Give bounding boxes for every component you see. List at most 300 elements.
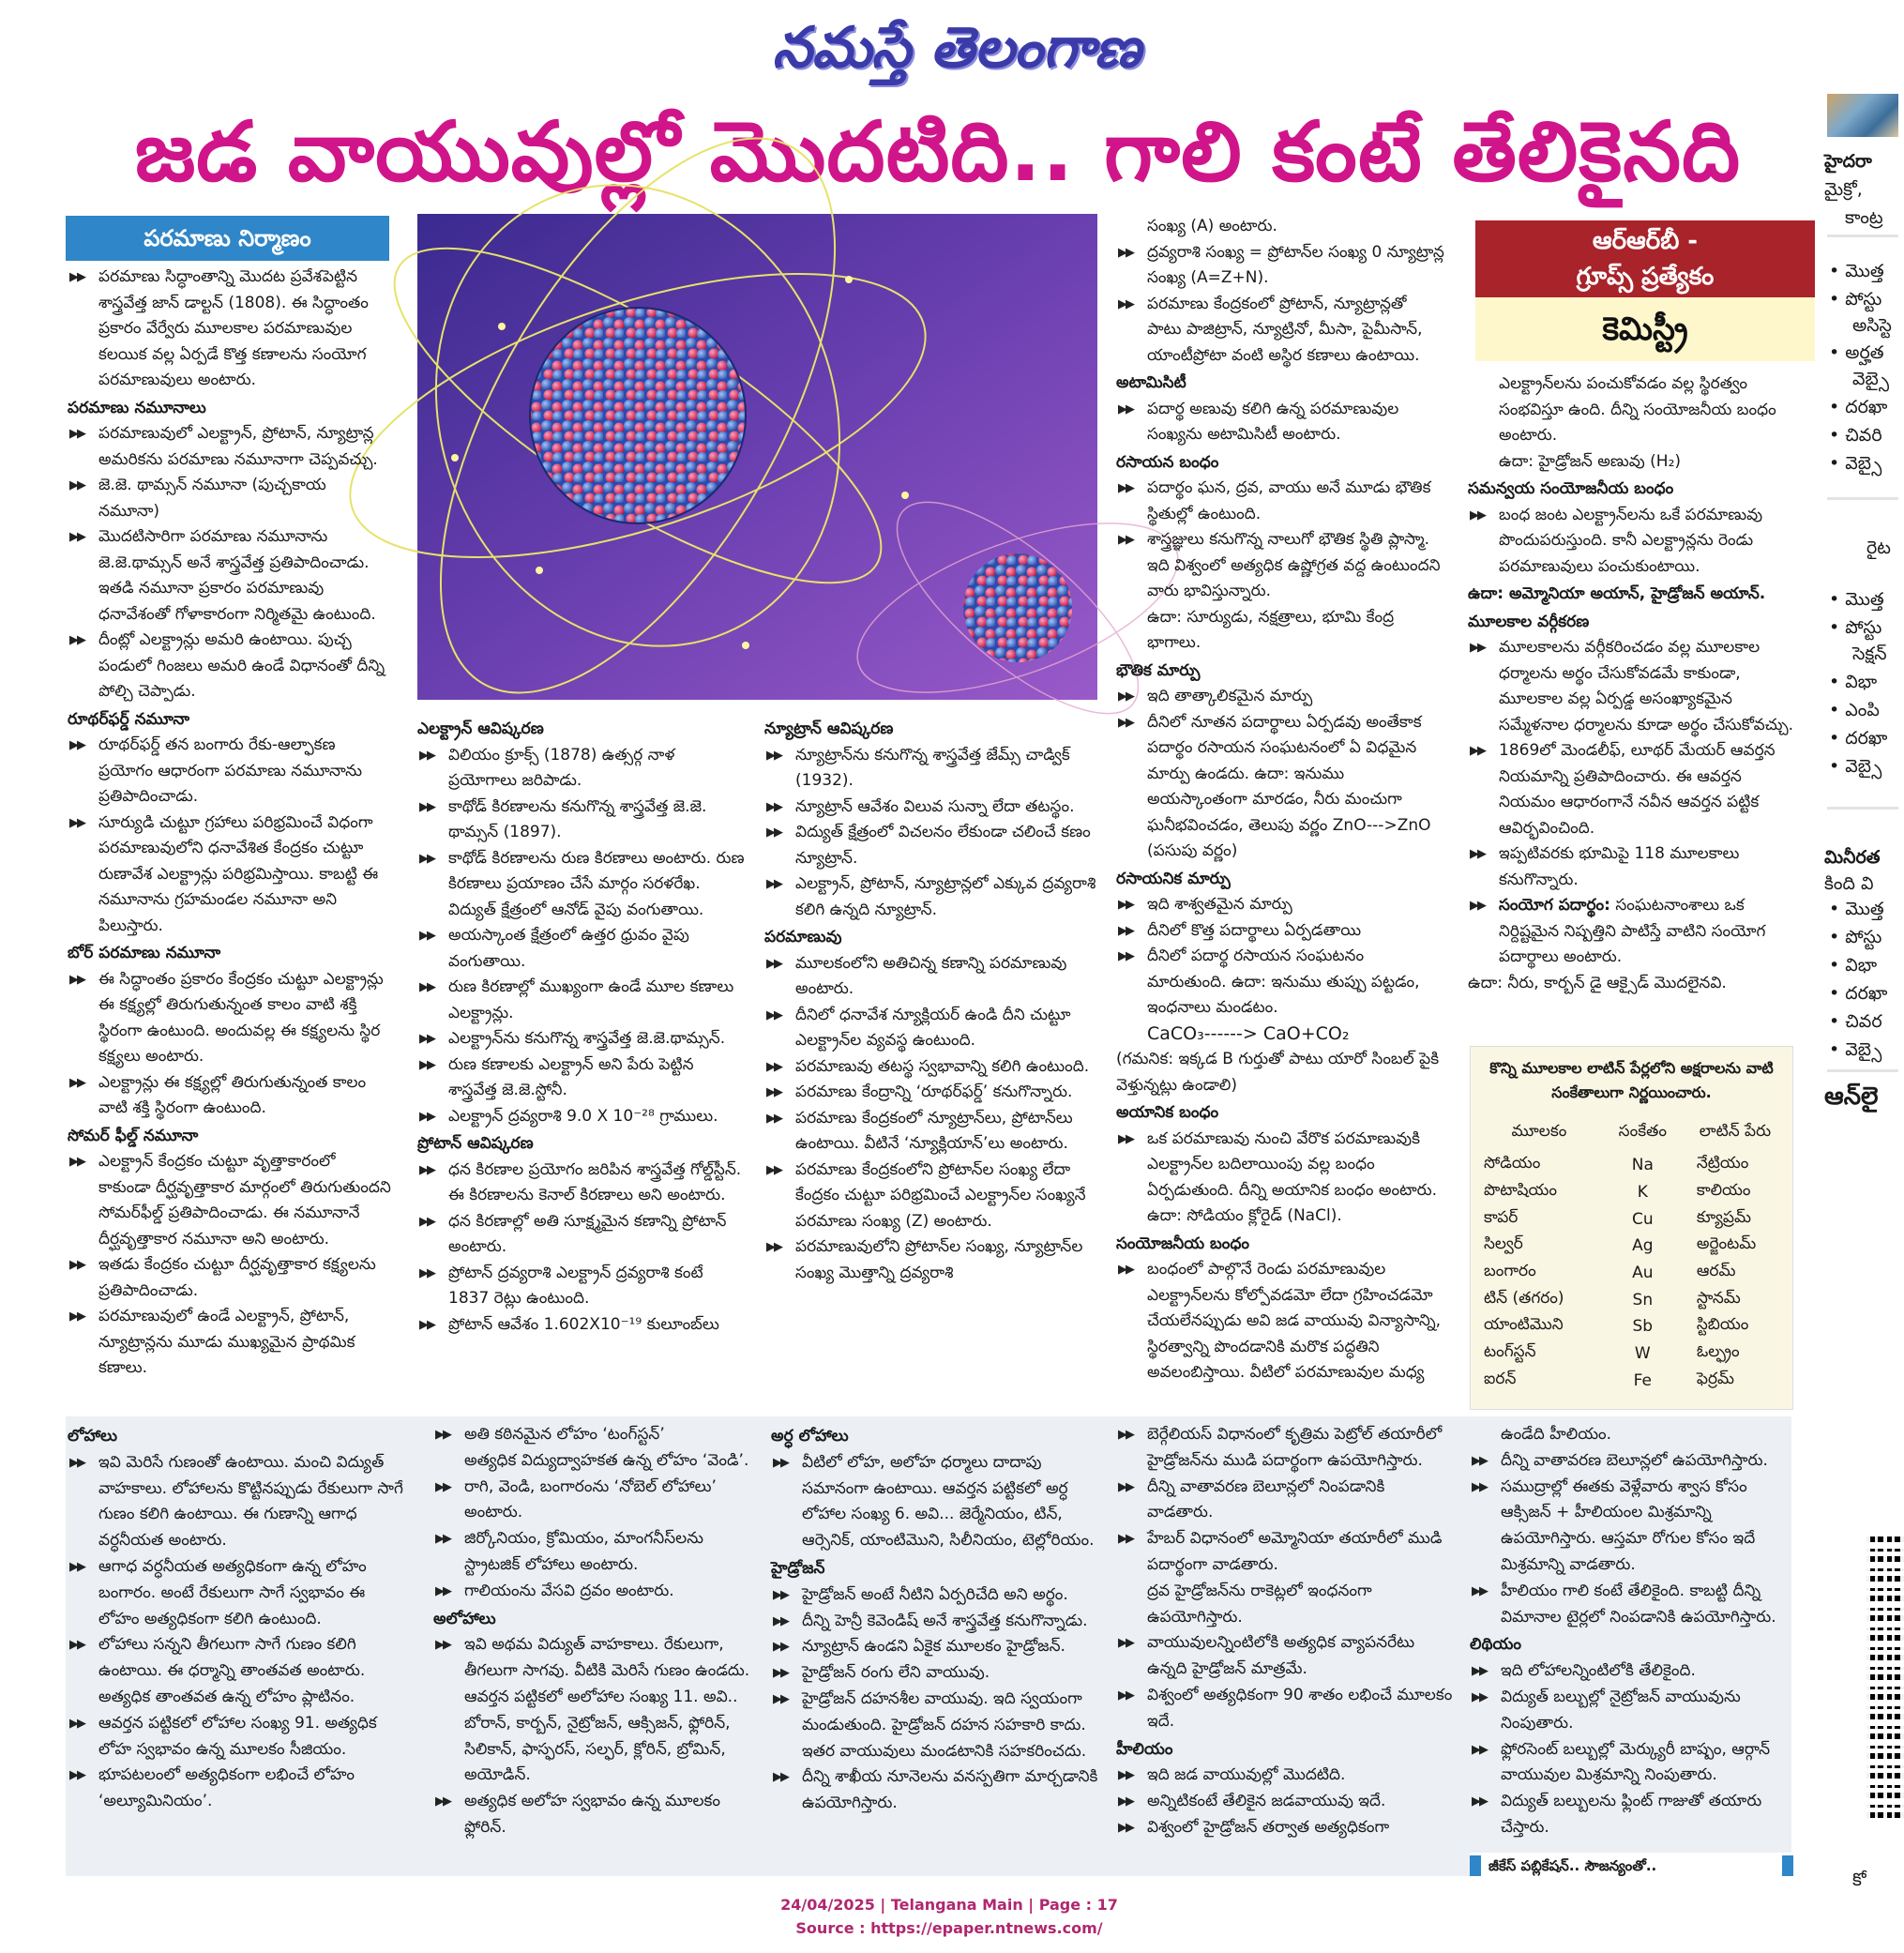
table-cell: W	[1634, 1344, 1651, 1364]
table-cell: స్టిబియం	[1696, 1315, 1749, 1335]
bullet-item	[68, 524, 391, 628]
bullet-text: పరమాణు కేంద్రకంలో న్యూట్రాన్‌లు, ప్రోటాన్‌లు ఉంటాయి. వీటినే ‘న్యూక్లియాన్’లు అంటారు.	[795, 1108, 1073, 1153]
double-arrow-icon: ▶▶	[766, 748, 781, 763]
table-row	[1471, 1313, 1792, 1340]
bullet-text: ఇది తాత్కాలికమైన మార్పు	[1147, 687, 1313, 705]
bullet-item	[417, 1312, 746, 1339]
bullet-item	[764, 1054, 1097, 1081]
rrb-line1: ఆర్‌ఆర్‌బీ -	[1592, 227, 1699, 255]
table-header: లాటిన్ పేరు	[1699, 1122, 1772, 1141]
column-electron-proton	[417, 715, 746, 1338]
double-arrow-icon: ▶▶	[69, 1075, 84, 1090]
table-cell: కాపర్	[1484, 1207, 1519, 1227]
credit-bar-left	[1470, 1855, 1481, 1876]
double-arrow-icon: ▶▶	[773, 1640, 788, 1655]
strip-text	[1829, 697, 1880, 723]
bullet-item	[433, 1789, 762, 1841]
bullet-text: ఆగాధ వర్ధనీయత అత్యధికంగా ఉన్న లోహం బంగారం. అంటే రేకులుగా సాగే స్వభావం ఈ లోహం అత్యధికంగా కలిగి ఉంటుంది.	[98, 1556, 367, 1628]
bullet-text: 1869లో మెండలీఫ్, లూథర్ మేయర్ ఆవర్తన నియమాన్ని ప్రతిపాదించారు. ఈ ఆవర్తన నియమం ఆధారంగానే నవీన ఆవర్తన పట్టిక ఆవిర్భవించింది.	[1499, 741, 1776, 838]
strip-text	[1829, 896, 1884, 922]
bullet-text: హైడ్రోజన్ దహనశీల వాయువు. ఇది స్వయంగా మండుతుంది. హైడ్రోజన్ దహన సహకారి కాదు. ఇతర వాయువులు మండటానికి సహకరించదు.	[802, 1688, 1087, 1761]
page-footer	[0, 1893, 1898, 1940]
double-arrow-icon: ▶▶	[69, 1768, 84, 1783]
bullet-text: జిర్కోనియం, క్రోమియం, మాంగనీస్‌లను స్ట్రాటజిక్ లోహాలు అంటారు.	[464, 1529, 704, 1574]
double-arrow-icon: ▶▶	[1118, 689, 1133, 704]
bullet-text: ధన కిరణాల్లో అతి సూక్ష్మమైన కణాన్ని ప్రోటాన్ అంటారు.	[448, 1211, 727, 1256]
bullet-item	[1468, 738, 1796, 841]
bullet-text: ఎలక్ట్రాన్ ద్రవ్యరాశి 9.0 X 10⁻²⁸ గ్రాములు.	[448, 1106, 718, 1126]
strip-text	[1829, 586, 1884, 613]
double-arrow-icon: ▶▶	[766, 1085, 781, 1099]
double-arrow-icon: ▶▶	[69, 1310, 84, 1324]
strip-text: సెక్షన్	[1852, 643, 1887, 664]
subheading: సంయోజనీయ బంధం	[1116, 1234, 1250, 1253]
strip-text	[1829, 258, 1884, 284]
subheading: అలోహాలు	[433, 1609, 496, 1628]
column-atomic-structure	[68, 265, 391, 1382]
subheading: రసాయనిక మార్పు	[1116, 869, 1231, 888]
paragraph-text: ద్రవ హైడ్రోజన్‌ను రాకెట్లలో ఇంధనంగా ఉపయోగిస్తారు.	[1147, 1581, 1372, 1627]
double-arrow-icon: ▶▶	[419, 1265, 434, 1280]
bullet-item	[1116, 240, 1444, 292]
double-arrow-icon: ▶▶	[1118, 1636, 1133, 1651]
element-symbol-table-box	[1470, 1046, 1793, 1410]
bullet-text: అతి కఠినమైన లోహం ‘టంగ్‌స్టన్’	[464, 1425, 665, 1444]
bullet-item	[1470, 1475, 1791, 1579]
paragraph-text: ఉండేది హీలియం.	[1501, 1425, 1612, 1444]
bullet-text: పరమాణువు తటస్థ స్వభావాన్ని కలిగి ఉంటుంది.	[795, 1056, 1090, 1076]
bullet-text: హైడ్రోజన్ అంటే నీటిని ఏర్పరిచేది అని అర్థం.	[802, 1584, 1068, 1604]
bullet-item	[764, 1080, 1097, 1106]
bullet-dot-icon: •	[1829, 728, 1846, 749]
bullet-item	[1116, 918, 1444, 945]
subheading: హీలియం	[1116, 1739, 1173, 1759]
subheading: మూలకాల వర్గీకరణ	[1468, 612, 1590, 631]
bullet-item	[1470, 1448, 1791, 1475]
bullet-text: గాలియంను వేసవి ద్రవం అంటారు.	[464, 1581, 674, 1600]
paragraph-text: ఎలక్ట్రాన్‌లను పంచుకోవడం వల్ల స్థిరత్వం సంభవిస్తూ ఉంది. దీన్ని సంయోజనీయ బంధం అంటారు.	[1499, 374, 1776, 445]
double-arrow-icon: ▶▶	[419, 1057, 434, 1072]
bullet-text: విద్యుత్ బల్బుల్లో నైట్రోజన్ వాయువును నింపుతారు.	[1501, 1687, 1741, 1733]
strip-text-label: పోస్టు	[1845, 289, 1882, 310]
strip-text	[1829, 422, 1882, 448]
bullet-dot-icon: •	[1829, 453, 1846, 474]
bullet-dot-icon: •	[1829, 342, 1846, 363]
subheading: పరమాణువు	[764, 928, 842, 946]
subheading: లిథియం	[1470, 1635, 1521, 1655]
bullet-item	[1116, 1683, 1456, 1735]
table-cell: ఫెర్రమ్	[1696, 1369, 1735, 1388]
double-arrow-icon: ▶▶	[69, 815, 84, 830]
table-cell: ఆరమ్	[1696, 1262, 1736, 1281]
table-row	[1471, 1260, 1792, 1287]
bullet-item	[764, 871, 1097, 923]
table-cell: సిల్వర్	[1484, 1234, 1523, 1254]
double-arrow-icon: ▶▶	[773, 1613, 788, 1628]
bullet-item	[764, 795, 1097, 821]
strip-text-label: చివరి	[1845, 425, 1882, 446]
bullet-text: దీన్ని హెన్రీ కెవెండిష్ అనే శాస్త్రవేత్త కనుగొన్నాడు.	[802, 1611, 1088, 1630]
strip-text	[1829, 450, 1881, 477]
column-neutron-atom	[764, 715, 1097, 1286]
bullet-item	[771, 1764, 1109, 1817]
strip-text	[1829, 286, 1881, 312]
bullet-text: ద్రవ్యరాశి సంఖ్య = ప్రోటాన్‌ల సంఖ్య 0 న్యూట్రాన్ల సంఖ్య (A=Z+N).	[1147, 242, 1444, 287]
table-cell: టిన్ (తగరం)	[1484, 1288, 1564, 1308]
bullet-item	[771, 1582, 1109, 1609]
bullet-item	[417, 1209, 746, 1261]
rrb-banner	[1475, 220, 1815, 297]
strip-text-label: వెబ్సై	[1845, 1039, 1882, 1060]
bullet-text: పరమాణు కేంద్రాన్ని ‘రూథర్‌ఫర్డ్’ కనుగొన్నారు.	[795, 1082, 1073, 1101]
double-arrow-icon: ▶▶	[69, 1258, 84, 1272]
double-arrow-icon: ▶▶	[69, 427, 84, 441]
double-arrow-icon: ▶▶	[766, 1007, 781, 1022]
bullet-item	[1116, 1815, 1456, 1841]
bullet-item	[68, 265, 391, 394]
bullet-item	[68, 810, 391, 940]
footer-date-page: 24/04/2025 | Telangana Main | Page : 17	[780, 1896, 1118, 1914]
bullet-dot-icon: •	[1829, 700, 1846, 720]
double-arrow-icon: ▶▶	[1470, 641, 1485, 655]
double-arrow-icon: ▶▶	[773, 1587, 788, 1602]
double-arrow-icon: ▶▶	[1470, 899, 1485, 913]
double-arrow-icon: ▶▶	[435, 1479, 450, 1494]
bullet-dot-icon: •	[1829, 983, 1846, 1004]
double-arrow-icon: ▶▶	[1118, 481, 1133, 495]
subheading: భౌతిక మార్పు	[1116, 660, 1201, 680]
subheading: అయానిక బంధం	[1116, 1103, 1219, 1122]
bullet-item	[433, 1579, 762, 1605]
bullet-item	[764, 743, 1097, 795]
strip-text	[1829, 1008, 1882, 1035]
subject-chemistry: కెమిస్ట్రీ	[1475, 297, 1815, 361]
strip-text	[1829, 753, 1881, 780]
strip-text-label: విభా	[1845, 955, 1878, 976]
bullet-text: అత్యధిక అలోహ స్వభావం ఉన్న మూలకం ఫ్లోరిన్.	[464, 1792, 721, 1837]
strip-divider	[1827, 807, 1898, 810]
strip-text-label: పోస్టు	[1845, 927, 1882, 947]
headline: జడ వాయువుల్లో మొదటిది.. గాలి కంటే తేలికైనది	[134, 103, 1742, 200]
double-arrow-icon: ▶▶	[69, 972, 84, 987]
table-cell: అర్జెంటమ్	[1696, 1234, 1757, 1254]
newspaper-logo: నమస్తే తెలంగాణ	[772, 15, 1141, 81]
double-arrow-icon: ▶▶	[435, 1638, 450, 1653]
bullet-item	[433, 1475, 762, 1527]
table-cell: ఐరన్	[1484, 1369, 1517, 1388]
bullet-text: ఫ్లోరసెంట్ బల్బుల్లో మెర్క్యురీ బాష్పం, ఆర్గాన్ వాయువుల మిశ్రమాన్ని నింపుతారు.	[1501, 1739, 1771, 1785]
bullet-text: మూలకాలను వర్గీకరించడం వల్ల మూలకాల ధర్మాలను అర్థం చేసుకోవడమే కాకుండా, మూలకాల వల్ల ఏర్పడ్డ అసంఖ్యాకమైన సమ్మేళనాల ధర్మాలను కూడా అర్థం చేసుకోవచ్చు.	[1499, 638, 1794, 734]
bullet-item	[68, 1632, 405, 1710]
strip-text-label: చివర	[1845, 1011, 1882, 1032]
bullet-text: వాయువులన్నింటిలోకి అత్యధిక వ్యాపనరేటు ఉన్నది హైడ్రోజన్ మాత్రమే.	[1147, 1633, 1415, 1679]
double-arrow-icon: ▶▶	[1472, 1479, 1487, 1494]
double-arrow-icon: ▶▶	[69, 738, 84, 752]
double-arrow-icon: ▶▶	[69, 1559, 84, 1574]
double-arrow-icon: ▶▶	[435, 1583, 450, 1598]
double-arrow-icon: ▶▶	[419, 851, 434, 866]
bullet-item	[1468, 503, 1796, 581]
bullet-text: ఇతడు కేంద్రకం చుట్టూ దీర్ఘవృత్తాకార కక్ష్యలను ప్రతిపాదించాడు.	[98, 1255, 376, 1300]
strip-text: మైక్రో,	[1824, 179, 1863, 200]
bullet-keyword: సంయోగ పదార్థం:	[1499, 896, 1610, 915]
bullet-item	[417, 1052, 746, 1104]
paragraph-text: అత్యధిక విద్యుద్వాహకత ఉన్న లోహం ‘వెండి’.	[464, 1450, 749, 1470]
bullet-item	[68, 421, 391, 473]
bullet-item	[764, 1003, 1097, 1054]
column-hydrogen-helium	[1116, 1422, 1456, 1841]
bullet-item	[1468, 635, 1796, 738]
credit-text: జీకేస్ పబ్లికేషన్.. సౌజన్యంతో..	[1488, 1857, 1657, 1874]
double-arrow-icon: ▶▶	[773, 1455, 788, 1470]
subheading: పరమాణు నమూనాలు	[68, 398, 206, 417]
strip-text	[1829, 952, 1877, 978]
bullet-item	[417, 923, 746, 975]
strip-divider	[1827, 235, 1898, 237]
table-row	[1471, 1205, 1792, 1233]
strip-text	[1829, 340, 1884, 366]
bullet-item	[764, 1106, 1097, 1158]
column-classification	[1468, 371, 1796, 996]
table-cell: స్టానమ్	[1696, 1288, 1741, 1308]
bullet-item	[1116, 397, 1444, 448]
column-nonmetals	[433, 1422, 762, 1841]
double-arrow-icon: ▶▶	[419, 1032, 434, 1046]
strip-text: కాంట్ర	[1845, 207, 1883, 228]
table-row	[1471, 1179, 1792, 1206]
bullet-item	[68, 1711, 405, 1764]
double-arrow-icon: ▶▶	[1118, 923, 1133, 938]
double-arrow-icon: ▶▶	[419, 1214, 434, 1229]
double-arrow-icon: ▶▶	[69, 1155, 84, 1169]
bullet-item	[1116, 710, 1444, 865]
bullet-item	[771, 1660, 1109, 1687]
section-banner: పరమాణు నిర్మాణం	[66, 216, 389, 261]
bullet-text: న్యూట్రాన్ ఉండని ఏకైక మూలకం హైడ్రోజన్.	[802, 1637, 1065, 1657]
subheading: రూథర్‌ఫర్డ్ నమూనా	[68, 709, 190, 729]
double-arrow-icon: ▶▶	[766, 1240, 781, 1254]
bullet-text: వీటిలో లోహ, అలోహ ధర్మాలు దాదాపు సమానంగా ఉంటాయి. ఆవర్తన పట్టికలో అర్ధ లోహాల సంఖ్య 6. అవి... జెర్మేనియం, టిన్, ఆర్సెనిక్, యాంటిమొని, సిలీనియం, టెల్లోరియం.	[802, 1452, 1095, 1551]
double-arrow-icon: ▶▶	[1472, 1453, 1487, 1468]
bullet-text: న్యూట్రాన్‌ను కనుగొన్న శాస్త్రవేత్త జేమ్స్ చాడ్విక్ (1932).	[795, 745, 1070, 790]
credit-bar-right	[1782, 1855, 1793, 1876]
bullet-text: ఇది శాశ్వతమైన మార్పు	[1147, 895, 1292, 914]
strip-text-label: వెబ్సై	[1845, 756, 1882, 777]
bullet-text: ఈ సిద్ధాంతం ప్రకారం కేంద్రకం చుట్టూ ఎలక్ట్రాన్లు ఈ కక్ష్యల్లో తిరుగుతున్నంత కాలం వాటి శక్తి స్థిరంగా ఉంటుంది. అందువల్ల ఈ కక్ష్యలను స్థిర కక్ష్యలు అంటారు.	[98, 969, 384, 1066]
strip-divider	[1827, 1069, 1898, 1072]
bullet-text: హేబర్ విధానంలో అమ్మోనియా తయారీలో ముడి పదార్థంగా వాడతారు.	[1147, 1529, 1443, 1574]
bullet-text: పరమాణు కేంద్రకంలో ప్రోటాన్, న్యూట్రాన్లతో పాటు పాజిట్రాన్, న్యూట్రినో, మీసా, పైమీసాన్, యాంటీప్రోటా వంటి అస్థిర కణాలు ఉంటాయి.	[1147, 294, 1423, 365]
bullet-item	[1116, 1789, 1456, 1815]
double-arrow-icon: ▶▶	[69, 633, 84, 647]
subheading: హైడ్రోజన్	[771, 1558, 825, 1578]
strip-text: మినీరత	[1824, 847, 1881, 868]
double-arrow-icon: ▶▶	[773, 1666, 788, 1681]
double-arrow-icon: ▶▶	[1118, 401, 1133, 416]
strip-text	[1829, 394, 1887, 420]
bullet-text: ఎలక్ట్రాన్లు ఈ కక్ష్యల్లో తిరుగుతున్నంత కాలం వాటి శక్తి స్థిరంగా ఉంటుంది.	[98, 1072, 367, 1117]
bullet-item	[1116, 476, 1444, 527]
double-arrow-icon: ▶▶	[1118, 949, 1133, 963]
bullet-item	[764, 820, 1097, 871]
strip-text	[1829, 669, 1877, 695]
bullet-text: సంఘటనాంశాలు ఒక నిర్దిష్టమైన నిష్పత్తిని పాటిస్తే వాటిని సంయోగ పదార్థాలు అంటారు.	[1499, 896, 1766, 966]
double-arrow-icon: ▶▶	[419, 1162, 434, 1177]
element-symbol-table	[1471, 1114, 1792, 1394]
double-arrow-icon: ▶▶	[1118, 533, 1133, 547]
bullet-item	[417, 1104, 746, 1130]
double-arrow-icon: ▶▶	[435, 1428, 450, 1442]
double-arrow-icon: ▶▶	[1472, 1689, 1487, 1704]
bullet-text: పరమాణు కేంద్రకంలోని ప్రోటాన్‌ల సంఖ్య లేదా కేంద్రకం చుట్టూ పరిభ్రమించే ఎలక్ట్రాన్‌ల సంఖ్యనే పరమాణు సంఖ్య (Z) అంటారు.	[795, 1159, 1086, 1231]
masthead	[0, 8, 1898, 90]
bullet-dot-icon: •	[1829, 261, 1846, 281]
bullet-item	[68, 733, 391, 810]
bullet-item	[68, 1763, 405, 1815]
bullet-text: ప్రోటాన్ ఆవేశం 1.602X10⁻¹⁹ కులూంబ్‌లు	[448, 1314, 719, 1334]
rrb-line2: గ్రూప్స్ ప్రత్యేకం	[1576, 263, 1715, 291]
chemical-equation: CaCO₃------> CaO+CO₂	[1147, 1022, 1350, 1044]
double-arrow-icon: ▶▶	[419, 1109, 434, 1124]
note-text: ఉదా: నీరు, కార్బన్ డై ఆక్సైడ్ మొదలైనవి.	[1468, 973, 1727, 992]
bullet-text: హీలియం గాలి కంటే తేలికైంది. కాబట్టి దీన్ని విమానాల టైర్లలో నింపడానికి ఉపయోగిస్తారు.	[1501, 1581, 1776, 1627]
double-arrow-icon: ▶▶	[419, 980, 434, 994]
bullet-text: హైడ్రోజన్ రంగు లేని వాయువు.	[802, 1663, 990, 1683]
bullet-item	[764, 1234, 1097, 1286]
bullet-item	[68, 1554, 405, 1632]
bullet-dot-icon: •	[1829, 756, 1846, 777]
table-cell: క్యూప్రమ్	[1696, 1207, 1751, 1227]
paragraph-text: సంఖ్య (A) అంటారు.	[1147, 217, 1277, 235]
bullet-text: ఇవి మెరిసే గుణంతో ఉంటాయి. మంచి విద్యుత్ వాహకాలు. లోహాలను కొట్టినప్పుడు రేకులుగా సాగే గుణం కలిగి ఉంటాయి. ఈ గుణాన్ని ఆగాధ వర్ధనీయత అంటారు.	[98, 1452, 403, 1551]
bullet-text: ఒక పరమాణువు నుంచి వేరొక పరమాణువుకి ఎలక్ట్రాన్‌ల బదిలాయింపు వల్ల బంధం ఏర్పడుతుంది. దీన్ని అయానిక బంధం అంటారు. ఉదా: సోడియం క్లోరైడ్ (NaCl).	[1147, 1128, 1438, 1225]
bullet-text: బంధంలో పాల్గొనే రెండు పరమాణువుల ఎలక్ట్రాన్‌లను కోల్పోవడమో లేదా గ్రహించడమో చేయలేనప్పుడు అవి జడ వాయువు విన్యాసాన్ని, స్థిరత్వాన్ని పొందడానికి మరొక పద్ధతిని అవలంబిస్తాయి. వీటిలో పరమాణువుల మధ్య	[1147, 1260, 1442, 1382]
column-metalloids-hydrogen	[771, 1422, 1109, 1817]
subheading: అర్ధ లోహాలు	[771, 1427, 849, 1446]
double-arrow-icon: ▶▶	[1118, 898, 1133, 912]
bullet-item	[1116, 1526, 1456, 1579]
strip-text: ఆన్‌లై	[1824, 1082, 1879, 1111]
table-cell: టంగ్‌స్టన్	[1484, 1342, 1536, 1362]
bullet-text: విలియం క్రూక్స్ (1878) ఉత్సర్గ నాళ ప్రయోగాలు జరిపాడు.	[448, 745, 675, 790]
bullet-item	[433, 1526, 762, 1579]
double-arrow-icon: ▶▶	[1470, 744, 1485, 758]
bullet-item	[1116, 684, 1444, 710]
column-helium-lithium	[1470, 1422, 1791, 1841]
bullet-item	[1116, 892, 1444, 918]
bullet-item	[771, 1450, 1109, 1554]
bullet-text: దీనిలో పదార్థ రసాయన సంఘటనం మారుతుంది. ఉదా: ఇనుము తుప్పు పట్టడం, ఇంధనాలు మండటం.	[1147, 946, 1420, 1017]
bullet-item	[68, 473, 391, 524]
double-arrow-icon: ▶▶	[69, 530, 84, 544]
table-row	[1471, 1340, 1792, 1368]
bullet-item	[764, 951, 1097, 1003]
bottom-panel	[66, 1416, 1791, 1876]
double-arrow-icon: ▶▶	[1118, 1532, 1133, 1547]
bullet-text: రుణ కిరణాల్లో ముఖ్యంగా ఉండే మూల కణాలు ఎలక్ట్రాన్లు.	[448, 977, 734, 1022]
bullet-item	[417, 846, 746, 924]
subheading: అటామిసిటీ	[1116, 373, 1186, 392]
double-arrow-icon: ▶▶	[773, 1691, 788, 1706]
bullet-text: భూపటలంలో అత్యధికంగా లభించే లోహం ‘అల్యూమినియం’.	[98, 1765, 355, 1811]
bullet-text: దీనిలో కొత్త పదార్థాలు ఏర్పడతాయి	[1147, 920, 1362, 940]
table-row	[1471, 1233, 1792, 1260]
bullet-item	[68, 1149, 391, 1252]
double-arrow-icon: ▶▶	[766, 1059, 781, 1074]
strip-text: కింది వి	[1824, 873, 1874, 894]
strip-text	[1829, 924, 1881, 950]
footer-source: Source : https://epaper.ntnews.com/	[795, 1919, 1103, 1937]
bullet-text: ఎలక్ట్రాన్‌ను కనుగొన్న శాస్త్రవేత్త జె.జె.థామ్సన్.	[448, 1029, 726, 1048]
bullet-item	[68, 1450, 405, 1554]
double-arrow-icon: ▶▶	[766, 825, 781, 840]
table-row	[1471, 1152, 1792, 1179]
table-row	[1471, 1368, 1792, 1395]
subheading: ఉదా: అమ్మోనియా అయాన్, హైడ్రోజన్ అయాన్.	[1468, 584, 1766, 603]
bullet-text: బెర్గేలియస్ విధానంలో కృత్రిమ పెట్రోల్ తయారీలో హైడ్రోజన్‌ను ముడి పదార్థంగా ఉపయోగిస్తారు.	[1147, 1425, 1443, 1470]
bullet-item	[68, 967, 391, 1070]
double-arrow-icon: ▶▶	[435, 1532, 450, 1547]
table-cell: Sn	[1632, 1290, 1654, 1310]
bullet-text: పరమాణువులో ఎలక్ట్రాన్, ప్రోటాన్, న్యూట్రాన్ల అమరికను పరమాణు నమూనాగా చెప్పవచ్చు.	[98, 424, 378, 469]
note-text: (గమనిక: ఇక్కడ B గుర్తుతో పాటు యారో సింబల్ పైకి వెళ్తున్నట్లు ఉండాలి)	[1116, 1050, 1440, 1095]
double-arrow-icon: ▶▶	[1118, 715, 1133, 730]
bullet-text: లోహాలు సన్నని తీగలుగా సాగే గుణం కలిగి ఉంటాయి. ఈ ధర్మాన్ని తాంతవత అంటారు. అత్యధిక తాంతవత ఉన్న లోహం ప్లాటినం.	[98, 1635, 366, 1706]
double-arrow-icon: ▶▶	[1472, 1742, 1487, 1757]
table-cell: Sb	[1632, 1317, 1654, 1337]
double-arrow-icon: ▶▶	[1118, 1688, 1133, 1703]
double-arrow-icon: ▶▶	[419, 748, 434, 763]
strip-text-label: పోస్టు	[1845, 617, 1882, 638]
bullet-item	[1470, 1789, 1791, 1841]
bullet-text: ఎలక్ట్రాన్ కేంద్రకం చుట్టూ వృత్తాకారంలో కాకుండా దీర్ఘవృత్తాకార మార్గంలో తిరుగుతుందని సోమర్‌ఫీల్డ్ ప్రతిపాదించాడు. ఈ నమూనానే దీర్ఘవృత్తాకార నమూనా అని అంటారు.	[98, 1152, 391, 1249]
double-arrow-icon: ▶▶	[1118, 296, 1133, 311]
bullet-dot-icon: •	[1829, 289, 1846, 310]
bullet-item	[1116, 1127, 1444, 1230]
bullet-item	[417, 1261, 746, 1312]
strip-text: హైదరా	[1824, 151, 1872, 172]
bullet-item	[433, 1632, 762, 1789]
strip-text: అసిస్టె	[1852, 315, 1892, 336]
bullet-dot-icon: •	[1829, 927, 1846, 947]
atom-illustration	[417, 214, 1097, 700]
bullet-text: ఇవి అథమ విద్యుత్ వాహకాలు. రేకులుగా, తీగలుగా సాగవు. వీటికి మెరిసే గుణం ఉండదు. ఆవర్తన పట్టికలో అలోహాల సంఖ్య 11. అవి.. బోరాన్, కార్బన్, నైట్రోజన్, ఆక్సిజన్, ఫ్లోరిన్, సిలికాన్, ఫాస్ఫరస్, సల్ఫర్, క్లోరిన్, బ్రోమిన్, అయోడిన్.	[464, 1635, 750, 1785]
bullet-item	[1116, 1630, 1456, 1683]
bullet-text: సముద్రాల్లో ఈతకు వెళ్లేవారు శ్వాస కోసం ఆక్సిజన్ + హీలియంల మిశ్రమాన్ని ఉపయోగిస్తారు. ఆస్తమా రోగుల కోసం ఇదే మిశ్రమాన్ని వాడతారు.	[1501, 1476, 1756, 1574]
strip-text-label: మొత్త	[1845, 589, 1884, 610]
bullet-item	[771, 1687, 1109, 1764]
double-arrow-icon: ▶▶	[69, 1455, 84, 1470]
bullet-item	[417, 743, 746, 795]
bullet-dot-icon: •	[1829, 397, 1846, 417]
bullet-text: అన్నిటికంటే తేలికైన జడవాయువు ఇదే.	[1147, 1792, 1386, 1811]
paragraph-text: ఉదా: హైడ్రోజన్ అణువు (H₂)	[1499, 451, 1682, 471]
bullet-item	[1470, 1579, 1791, 1631]
bullet-item	[1468, 893, 1796, 971]
bullet-text: పరమాణు సిద్ధాంతాన్ని మొదట ప్రవేశపెట్టిన శాస్త్రవేత్త జాన్ డాల్టన్ (1808). ఈ సిద్ధాంతం ప్రకారం వేర్వేరు మూలకాల పరమాణువుల కలయిక వల్ల ఏర్పడే కొత్త కణాలను సంయోగ పరమాణువులు అంటారు.	[98, 267, 369, 389]
strip-text-label: వెబ్సై	[1845, 453, 1882, 474]
bullet-item	[1470, 1658, 1791, 1685]
double-arrow-icon: ▶▶	[69, 478, 84, 492]
paragraph-text: ఉదా: సూర్యుడు, నక్షత్రాలు, భూమి కేంద్ర భాగాలు.	[1147, 607, 1395, 652]
bullet-item	[1468, 841, 1796, 893]
bullet-item	[1116, 527, 1444, 605]
strip-photo	[1827, 94, 1898, 137]
double-arrow-icon: ▶▶	[766, 1111, 781, 1126]
bullet-text: మొదటిసారిగా పరమాణు నమూనాను జె.జె.థామ్సన్ అనే శాస్త్రవేత్త ప్రతిపాదించాడు. ఇతడి నమూనా ప్రకారం పరమాణువు ధనావేశంతో గోళాకారంగా నిర్మితమై ఉంటుంది.	[98, 527, 376, 624]
bullet-text: విద్యుత్ బల్బులను ఫ్లింట్ గాజుతో తయారు చేస్తారు.	[1501, 1792, 1762, 1837]
bullet-item	[433, 1422, 762, 1448]
